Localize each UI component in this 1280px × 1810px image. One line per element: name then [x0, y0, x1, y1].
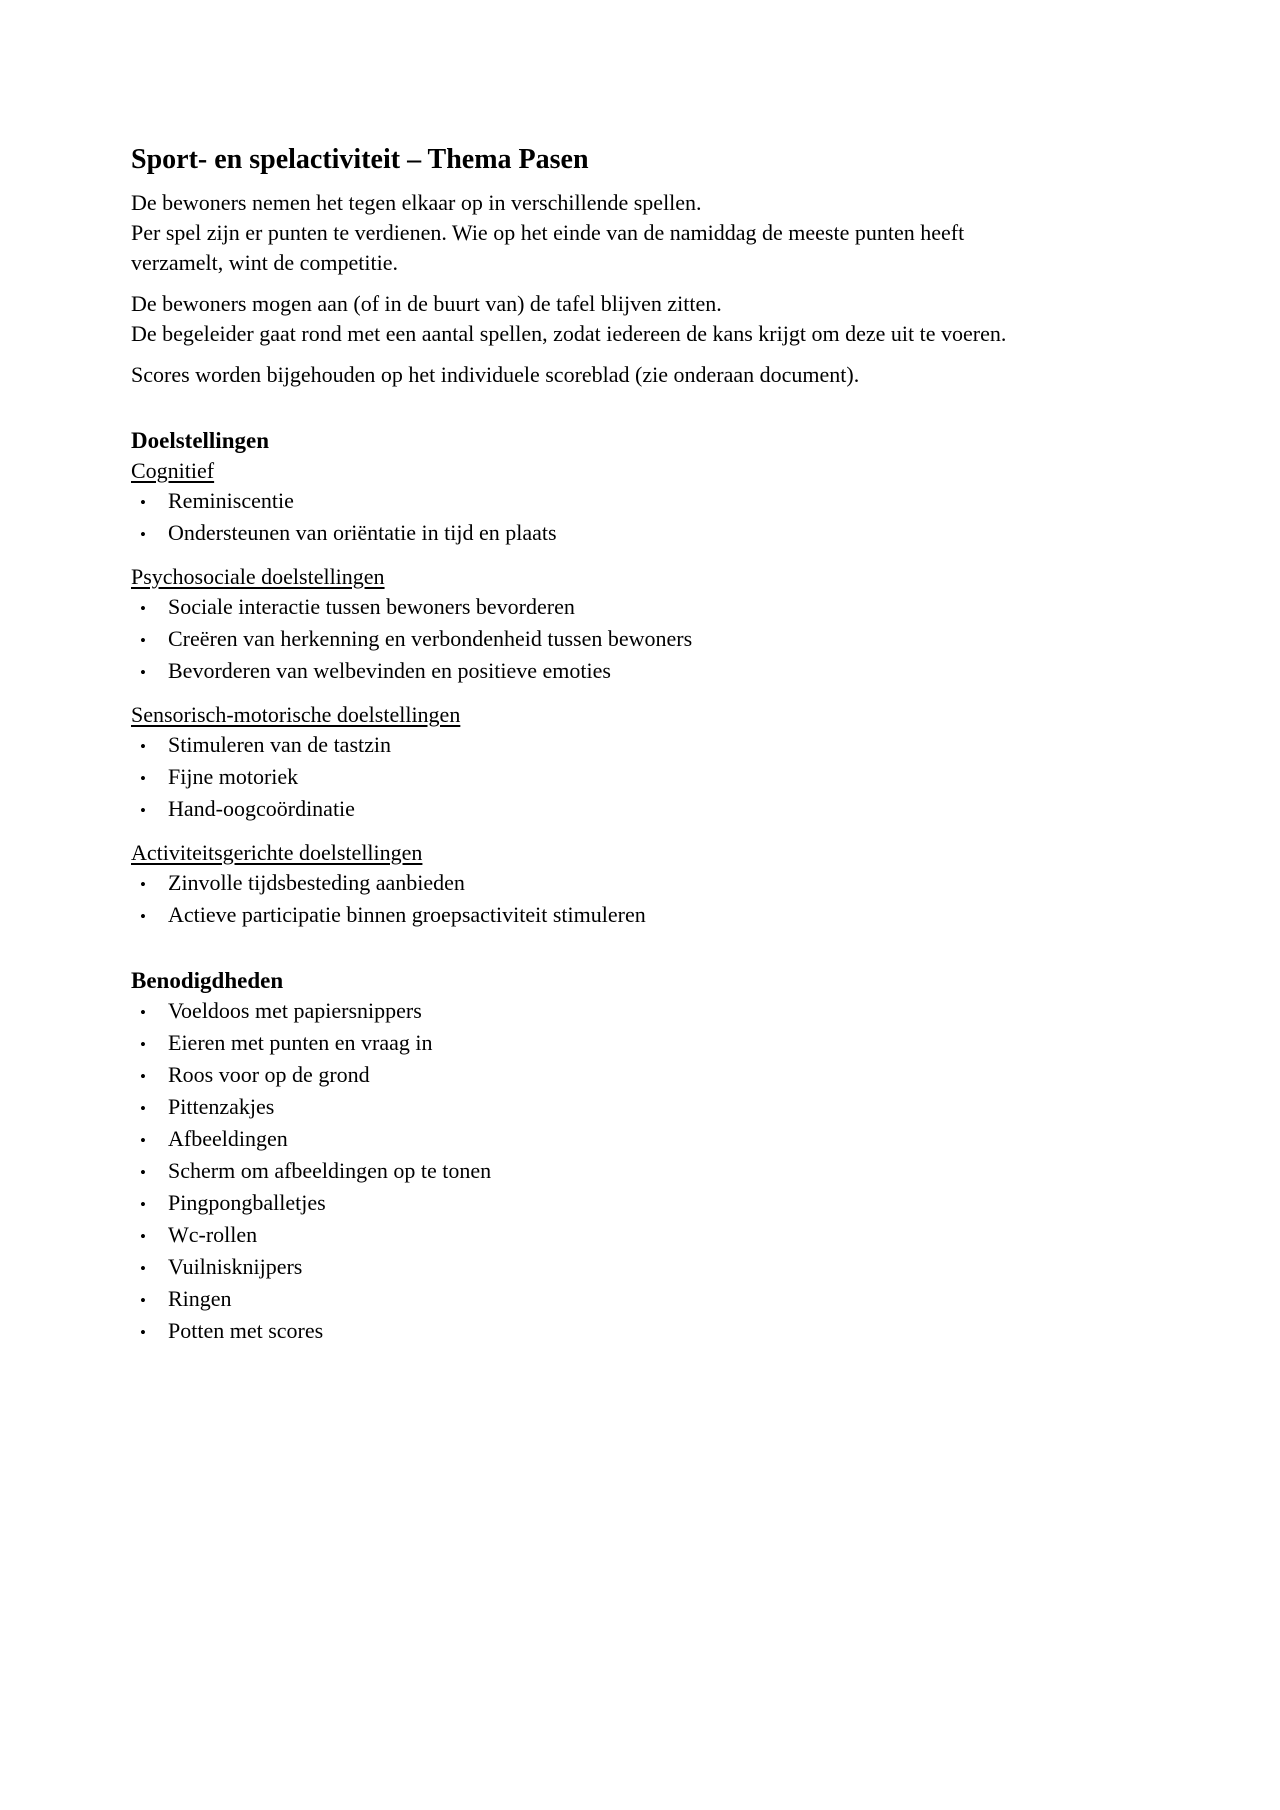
list-item: [131, 1252, 1220, 1284]
bullet-icon: •: [140, 631, 146, 650]
list-item-label: Stimuleren van de tastzin: [168, 732, 391, 757]
bullet-icon: •: [140, 1163, 146, 1182]
list-item: [131, 730, 1220, 762]
list-item-label: Fijne motoriek: [168, 764, 299, 789]
bullet-icon: •: [140, 801, 146, 820]
goal-bullet-list: [131, 486, 1220, 550]
goal-subheading: Sensorisch-motorische doelstellingen: [131, 702, 461, 727]
bullet-icon: •: [140, 1131, 146, 1150]
list-item: [131, 868, 1220, 900]
list-item-label: Hand-oogcoördinatie: [168, 796, 355, 821]
paragraph-line: verzamelt, wint de competitie.: [131, 250, 398, 275]
paragraph-line: Scores worden bijgehouden op het individuele scoreblad (zie onderaan document).: [131, 362, 860, 387]
list-item-label: Roos voor op de grond: [168, 1062, 370, 1087]
bullet-icon: •: [140, 493, 146, 512]
list-item-label: Pittenzakjes: [168, 1094, 275, 1119]
intro-paragraphs: [131, 188, 1220, 390]
goal-subheading: Activiteitsgerichte doelstellingen: [131, 840, 423, 865]
list-item: [131, 794, 1220, 826]
list-item: [131, 518, 1220, 550]
list-item-label: Sociale interactie tussen bewoners bevorderen: [168, 594, 575, 619]
bullet-icon: •: [140, 737, 146, 756]
list-item-label: Creëren van herkenning en verbondenheid tussen bewoners: [168, 626, 693, 651]
list-item-label: Ringen: [168, 1286, 232, 1311]
bullet-icon: •: [140, 1291, 146, 1310]
goal-bullet-list: [131, 730, 1220, 826]
list-item: [131, 1220, 1220, 1252]
supplies-section-heading: Benodigdheden: [131, 968, 284, 993]
list-item: [131, 592, 1220, 624]
goal-bullet-list: [131, 592, 1220, 688]
paragraph-line: De bewoners mogen aan (of in de buurt van) de tafel blijven zitten.: [131, 291, 722, 316]
goals-groups: [131, 456, 1220, 932]
bullet-icon: •: [140, 1003, 146, 1022]
list-item: [131, 1284, 1220, 1316]
list-item: [131, 1124, 1220, 1156]
list-item-label: Reminiscentie: [168, 488, 294, 513]
paragraph-line: De begeleider gaat rond met een aantal spellen, zodat iedereen de kans krijgt om deze uit te voeren.: [131, 321, 1007, 346]
supplies-list: [131, 996, 1220, 1348]
list-item-label: Potten met scores: [168, 1318, 324, 1343]
list-item: [131, 486, 1220, 518]
list-item: [131, 656, 1220, 688]
list-item-label: Bevorderen van welbevinden en positieve emoties: [168, 658, 611, 683]
bullet-icon: •: [140, 769, 146, 788]
bullet-icon: •: [140, 1259, 146, 1278]
bullet-icon: •: [140, 907, 146, 926]
goal-group: [131, 456, 1220, 550]
list-item-label: Eieren met punten en vraag in: [168, 1030, 433, 1055]
goal-subheading: Psychosociale doelstellingen: [131, 564, 385, 589]
list-item-label: Vuilnisknijpers: [168, 1254, 303, 1279]
list-item: [131, 1156, 1220, 1188]
bullet-icon: •: [140, 1323, 146, 1342]
goal-group: [131, 562, 1220, 688]
bullet-icon: •: [140, 1099, 146, 1118]
list-item-label: Zinvolle tijdsbesteding aanbieden: [168, 870, 465, 895]
list-item: [131, 1316, 1220, 1348]
bullet-icon: •: [140, 525, 146, 544]
paragraph-line: Per spel zijn er punten te verdienen. Wie op het einde van de namiddag de meeste punten heeft: [131, 220, 965, 245]
list-item: [131, 1028, 1220, 1060]
list-item: [131, 1092, 1220, 1124]
bullet-icon: •: [140, 875, 146, 894]
list-item: [131, 762, 1220, 794]
goal-group: [131, 838, 1220, 932]
goal-bullet-list: [131, 868, 1220, 932]
bullet-icon: •: [140, 663, 146, 682]
paragraph: [131, 289, 1220, 349]
goal-group: [131, 700, 1220, 826]
bullet-icon: •: [140, 1195, 146, 1214]
list-item: [131, 900, 1220, 932]
paragraph: [131, 188, 1220, 278]
list-item-label: Voeldoos met papiersnippers: [168, 998, 422, 1023]
list-item-label: Afbeeldingen: [168, 1126, 288, 1151]
list-item: [131, 996, 1220, 1028]
list-item: [131, 624, 1220, 656]
list-item: [131, 1188, 1220, 1220]
list-item-label: Scherm om afbeeldingen op te tonen: [168, 1158, 492, 1183]
bullet-icon: •: [140, 1067, 146, 1086]
goals-section-heading: Doelstellingen: [131, 428, 269, 453]
list-item-label: Ondersteunen van oriëntatie in tijd en plaats: [168, 520, 557, 545]
list-item-label: Wc-rollen: [168, 1222, 258, 1247]
bullet-icon: •: [140, 1227, 146, 1246]
list-item-label: Actieve participatie binnen groepsactiviteit stimuleren: [168, 902, 646, 927]
bullet-icon: •: [140, 1035, 146, 1054]
paragraph: [131, 360, 1220, 390]
list-item: [131, 1060, 1220, 1092]
goal-subheading: Cognitief: [131, 458, 215, 483]
paragraph-line: De bewoners nemen het tegen elkaar op in verschillende spellen.: [131, 190, 702, 215]
document-title: Sport- en spelactiviteit – Thema Pasen: [131, 144, 589, 175]
list-item-label: Pingpongballetjes: [168, 1190, 326, 1215]
bullet-icon: •: [140, 599, 146, 618]
